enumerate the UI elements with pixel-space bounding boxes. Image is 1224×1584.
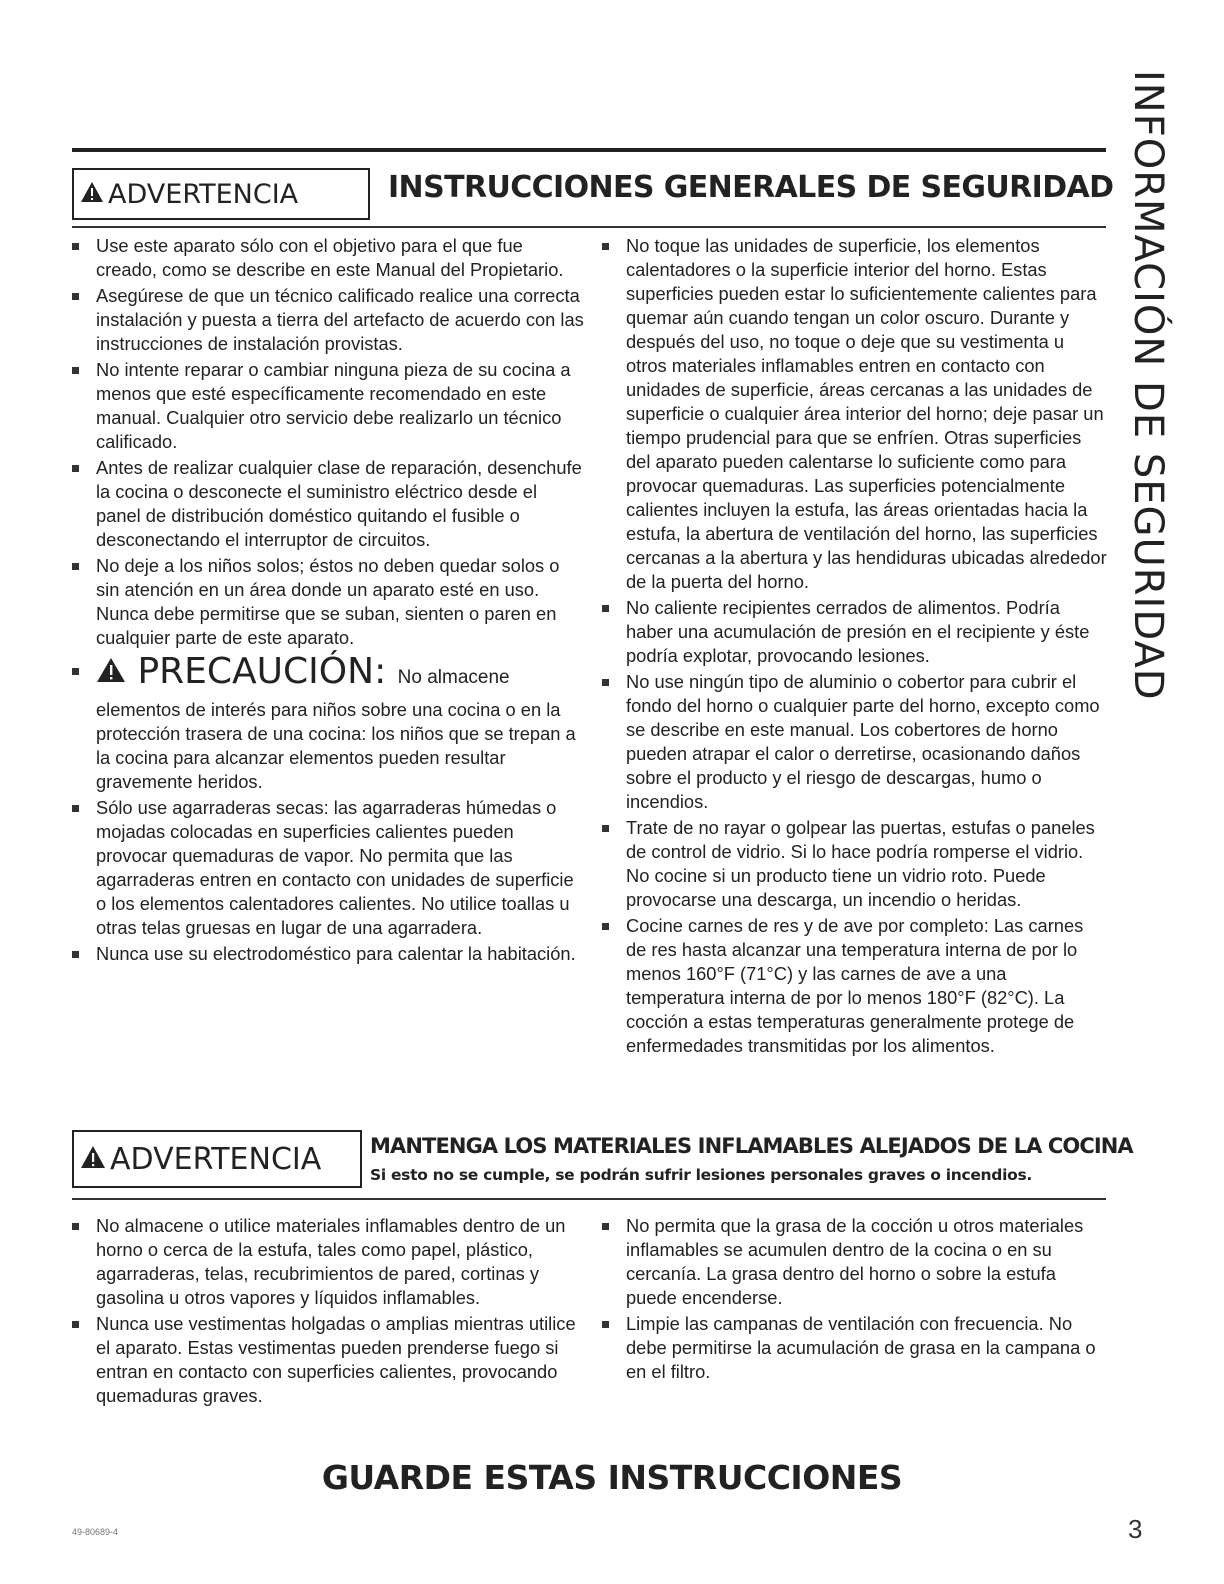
side-tab (1118, 70, 1178, 701)
right-column (602, 234, 1108, 1060)
top-rule (72, 148, 1106, 152)
left-column (72, 234, 584, 968)
list-item: No caliente recipientes cerrados de alimentos. Podría haber una acumulación de presión en el recipiente y éste podría explotar, provocando lesiones. (602, 596, 1108, 668)
caution-item (72, 652, 584, 794)
list-item: Antes de realizar cualquier clase de reparación, desenchufe la cocina o desconecte el suministro eléctrico desde el panel de distribución doméstico quitando el fusible o desconectando el interruptor de circuitos. (72, 456, 584, 552)
document-code: 49-80689-4 (72, 1527, 119, 1537)
caution-heading: PRECAUCIÓN: No almacene (96, 652, 584, 698)
list-item: No deje a los niños solos; éstos no deben quedar solos o sin atención en un área donde un aparato esté en uso. Nunca debe permitirse que se suban, sienten o paren en cualquier parte de este aparato. (72, 554, 584, 650)
footer-title: GUARDE ESTAS INSTRUCCIONES (321, 1458, 903, 1497)
list-item: No almacene o utilice materiales inflamables dentro de un horno o cerca de la estufa, tales como papel, plástico, agarraderas, telas, recubrimientos de pared, cortinas y gasolina u otros vapores y líquidos inflamables. (72, 1214, 584, 1310)
caution-text: elementos de interés para niños sobre una cocina o en la protección trasera de una cocina: los niños que se trepan a la cocina para alcanzar elementos pueden resultar gravemente heridos. (96, 699, 576, 792)
list-item: No toque las unidades de superficie, los elementos calentadores o la superficie interior del horno. Estas superficies pueden estar lo suficientemente calientes para quemar aún cuando tengan un color oscuro. Durante y después del uso, no toque o deje que su vestimenta u otros materiales inflamables entren en contacto con unidades de superficie, áreas cercanas a las unidades de superficie o cualquier área interior del horno; deje pasar un tiempo prudencial para que se enfríen. Otras superficies del aparato pueden calentarse lo suficiente como para provocar quemaduras. Las superficies potencialmente calientes incluyen la estufa, las áreas orientadas hacia la estufa, la abertura de ventilación del horno, las superficies cercanas a la abertura y las hendiduras ubicadas alrededor de la puerta del horno. (602, 234, 1108, 594)
list-item: Sólo use agarraderas secas: las agarraderas húmedas o mojadas colocadas en superficies calientes pueden provocar quemaduras de vapor. No permita que las agarraderas entren en contacto con unidades de superficie o los elementos calentadores calientes. No utilice toallas u otras telas gruesas en lugar de una agarradera. (72, 796, 584, 940)
list-item: No intente reparar o cambiar ninguna pieza de su cocina a menos que esté específicamente recomendado en este manual. Cualquier otro servicio debe realizarlo un técnico calificado. (72, 358, 584, 454)
caution-intro: No almacene (397, 667, 510, 688)
list-item: Trate de no rayar o golpear las puertas, estufas o paneles de control de vidrio. Si lo hace podría romperse el vidrio. No cocine si un producto tiene un vidrio roto. Puede provocarse una descarga, un incendio o heridas. (602, 816, 1108, 912)
list-item: No use ningún tipo de aluminio o cobertor para cubrir el fondo del horno o cualquier parte del horno, excepto como se describe en este manual. Los cobertores de horno pueden atrapar el calor o derretirse, ocasionando daños sobre el producto y el riesgo de descargas, humo o incendios. (602, 670, 1108, 814)
section2-left-column (72, 1214, 584, 1410)
side-tab-label: INFORMACIÓN DE SEGURIDAD (1125, 70, 1171, 701)
warning-triangle-icon (80, 1142, 106, 1177)
warning-badge-2-label: ADVERTENCIA (110, 1141, 322, 1177)
section2-subtitle: Si esto no se cumple, se podrán sufrir lesiones personales graves o incendios. (370, 1166, 1032, 1184)
list-item: No permita que la grasa de la cocción u otros materiales inflamables se acumulen dentro de la cocina o en su cercanía. La grasa dentro del horno o sobre la estufa puede encenderse. (602, 1214, 1108, 1310)
list-item: Asegúrese de que un técnico calificado realice una correcta instalación y puesta a tierra del artefacto de acuerdo con las instrucciones de instalación provistas. (72, 284, 584, 356)
caution-triangle-icon (96, 651, 137, 692)
list-item: Nunca use vestimentas holgadas o amplias mientras utilice el aparato. Estas vestimentas pueden prenderse fuego si entran en contacto con superficies calientes, provocando quemaduras graves. (72, 1312, 584, 1408)
section2-rule (72, 1198, 1106, 1200)
warning-badge-1-label: ADVERTENCIA (108, 178, 299, 210)
list-item: Use este aparato sólo con el objetivo para el que fue creado, como se describe en este Manual del Propietario. (72, 234, 584, 282)
caution-label: PRECAUCIÓN (137, 651, 375, 692)
section1-rule (72, 226, 1106, 228)
warning-triangle-icon (80, 179, 104, 210)
warning-badge-2 (72, 1130, 362, 1188)
list-item: Limpie las campanas de ventilación con frecuencia. No debe permitirse la acumulación de grasa en la campana o en el filtro. (602, 1312, 1108, 1384)
page-number: 3 (1128, 1514, 1143, 1544)
list-item: Cocine carnes de res y de ave por completo: Las carnes de res hasta alcanzar una temperatura interna de por lo menos 160°F (71°C) y las carnes de ave a una temperatura interna de por lo menos 180°F (82°C). La cocción a estas temperaturas generalmente protege de enfermedades transmitidas por los alimentos. (602, 914, 1108, 1058)
list-item: Nunca use su electrodoméstico para calentar la habitación. (72, 942, 584, 966)
section2-title: MANTENGA LOS MATERIALES INFLAMABLES ALEJADOS DE LA COCINA (370, 1134, 1133, 1158)
section1-title: INSTRUCCIONES GENERALES DE SEGURIDAD (388, 170, 1114, 205)
warning-badge-1 (72, 168, 370, 220)
section2-right-column (602, 1214, 1108, 1386)
